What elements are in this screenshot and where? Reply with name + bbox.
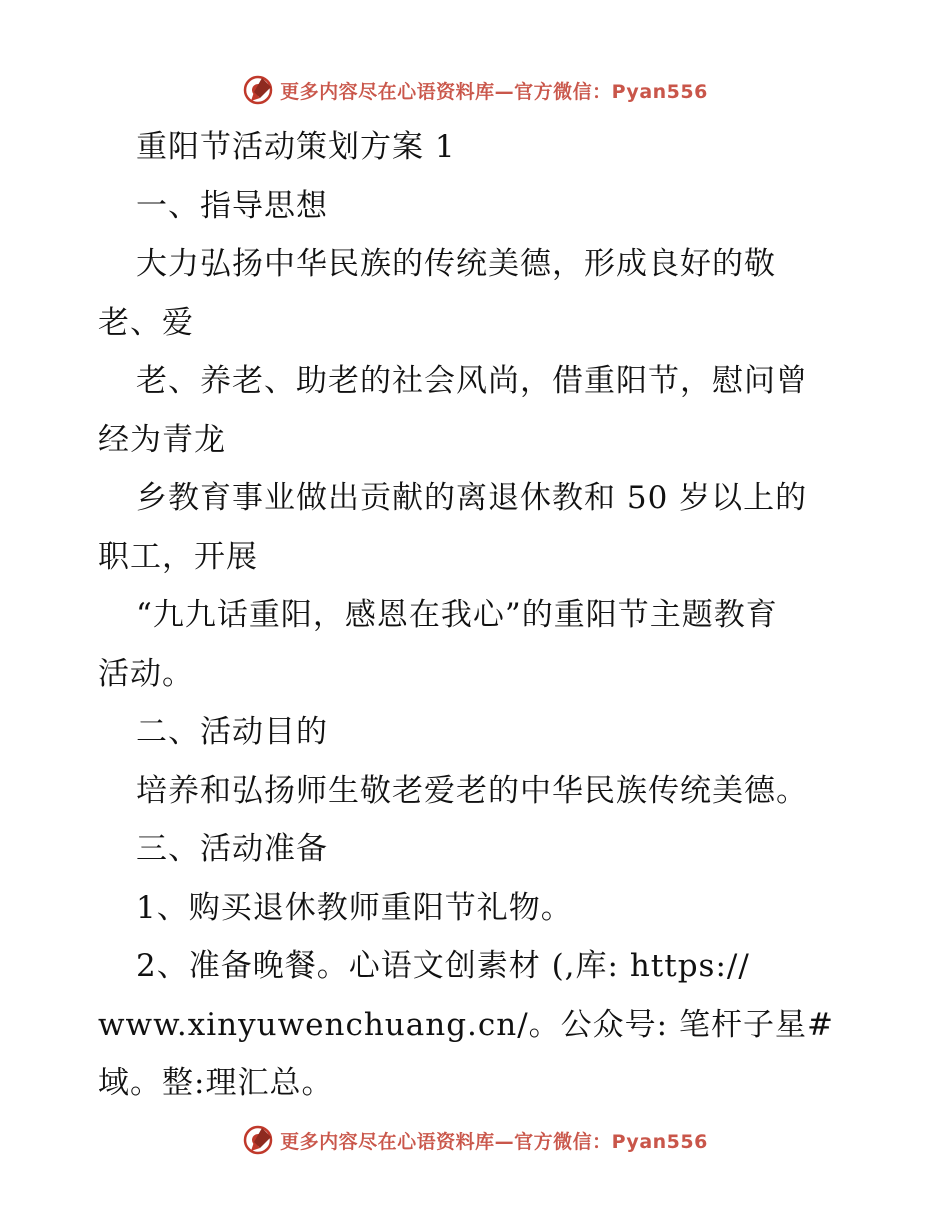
- document-line: 乡教育事业做出贡献的离退休教和 50 岁以上的: [136, 480, 808, 516]
- document-body: [98, 118, 858, 1113]
- document-line: 三、活动准备: [136, 831, 328, 867]
- document-line: 重阳节活动策划方案 1: [136, 129, 456, 165]
- document-line: 一、指导思想: [136, 187, 328, 224]
- document-line: 域。整:理汇总。: [98, 1065, 334, 1101]
- footer-watermark-banner: [0, 1120, 950, 1160]
- document-line: 老、养老、助老的社会风尚，借重阳节，慰问曾: [136, 363, 808, 399]
- document-line: 培养和弘扬师生敬老爱老的中华民族传统美德。: [136, 772, 808, 809]
- document-line: “九九话重阳，感恩在我心”的重阳节主题教育: [136, 597, 778, 633]
- document-line: 职工，开展: [98, 538, 258, 575]
- watermark-text: 更多内容尽在心语资料库—官方微信：Pyan556: [280, 80, 708, 103]
- pen-logo-icon: [242, 1124, 274, 1156]
- document-line: 老、爱: [98, 304, 194, 341]
- document-line: 大力弘扬中华民族的传统美德，形成良好的敬: [136, 246, 776, 282]
- header-watermark-banner: [0, 70, 950, 110]
- watermark-text: 更多内容尽在心语资料库—官方微信：Pyan556: [280, 1130, 708, 1153]
- document-line: 经为青龙: [98, 421, 226, 458]
- document-line: 2、准备晚餐。心语文创素材 (,库: https://: [136, 948, 750, 984]
- pen-logo-icon: [242, 74, 274, 106]
- document-line: 活动。: [98, 655, 194, 692]
- document-line: www.xinyuwenchuang.cn/。公众号: 笔杆子星#: [98, 1006, 834, 1043]
- document-line: 1、购买退休教师重阳节礼物。: [136, 889, 573, 926]
- document-line: 二、活动目的: [136, 714, 328, 750]
